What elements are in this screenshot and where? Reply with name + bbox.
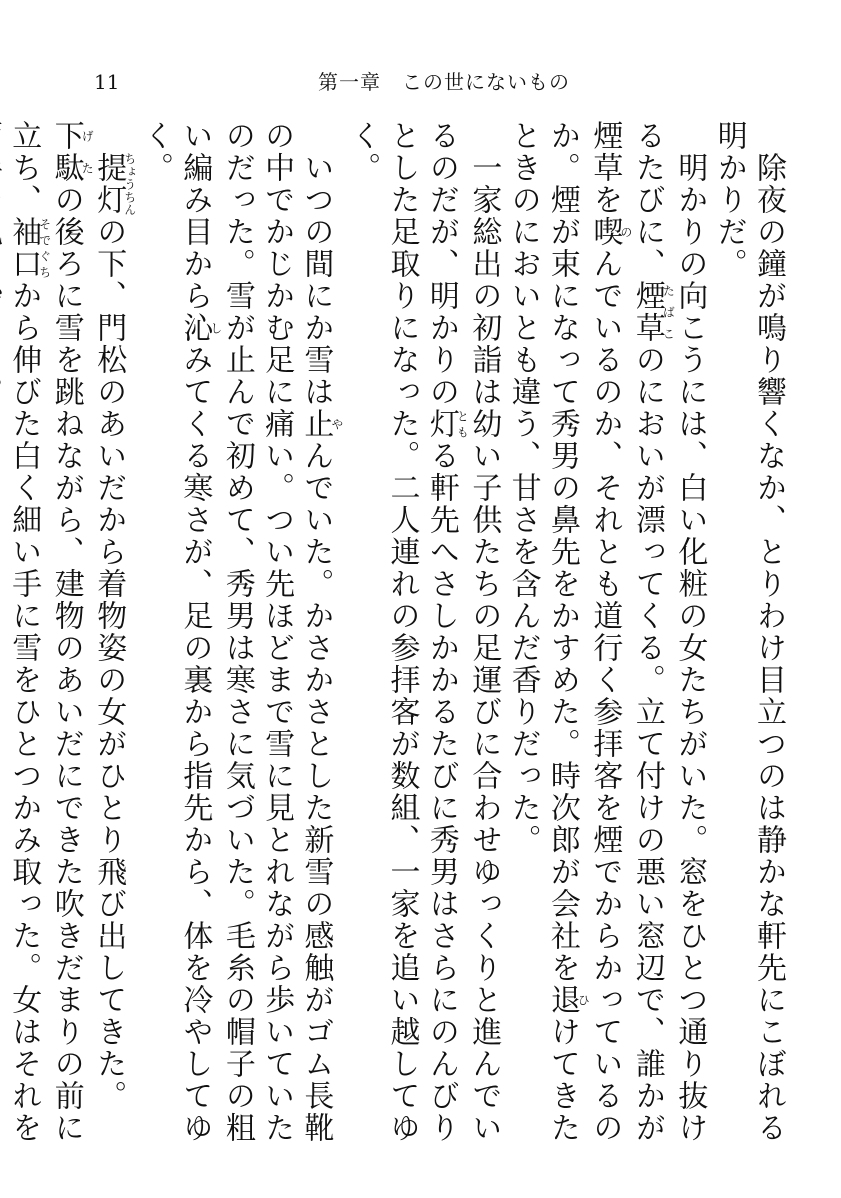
ruby-reading: そでぐち	[37, 216, 52, 280]
ruby-annotation: 下駄げた	[48, 120, 95, 184]
page-number: 11	[94, 70, 120, 94]
ruby-annotation: 煙草たばこ	[629, 280, 676, 344]
text-run: の後ろに雪を跳ねながら、建物のあいだにできた吹きだまりの前に立ち、	[6, 120, 84, 1144]
ruby-annotation: 提灯ちょうちん	[91, 152, 137, 216]
ruby-annotation: 灯とも	[423, 408, 470, 440]
text-run: みてくる寒さが、足の裏から指先から、体を冷やしてゆく。	[138, 120, 213, 1144]
paragraph-1	[709, 120, 788, 1145]
text-run: 除夜の鐘が鳴り響くなか、とりわけ目立つのは静かな軒先にこぼれる明かりだ。	[711, 120, 786, 1144]
text-run: んでいた。かさかさとした新雪の感触がゴム長靴の中でかじかむ足に痛い。つい先ほどまで雪に見とれながら歩いていたのだった。雪が止んで初めて、秀男は寒さに気づいた。毛糸の帽子の粗い編み目から	[177, 120, 334, 1144]
text-run: 一家総出の初詣は幼い子供たちの足運びに合わせゆっくりと進んでいるのだが、明かりの	[423, 120, 502, 1144]
text-run: のにおいが漂ってくる。立て付けの悪い窓辺で、誰かが煙草を	[587, 120, 665, 1144]
ruby-reading: ちょうちん	[122, 152, 137, 216]
ruby-reading: げた	[80, 120, 95, 184]
text-run: の下、門松のあいだから着物姿の女がひとり飛び出してきた。	[91, 216, 127, 1112]
ruby-reading: ひ	[576, 984, 591, 1016]
ruby-reading: し	[208, 312, 223, 344]
text-run: から伸びた白く細い手に雪をひとつかみ取った。女はそれを	[6, 280, 42, 1144]
paragraph-3	[343, 120, 503, 1145]
paragraph-2	[503, 120, 709, 1145]
ruby-reading: の	[618, 216, 633, 248]
ruby-annotation: 沁し	[177, 312, 223, 344]
text-run: 明かりの向こうには、白い化粧の女たちがいた。窓をひとつ通り抜けるたびに、	[629, 120, 708, 1144]
vertical-body-text	[6, 120, 788, 1145]
text-run: る軒先へさしかかるたびに秀男はさらにのんびりとした足取りになった。二人連れの参拝客が数組、一家を追い越してゆく。	[345, 120, 459, 1144]
ruby-reading: たばこ	[661, 280, 676, 344]
ruby-reading: や	[329, 408, 344, 440]
ruby-reading: とも	[455, 408, 470, 440]
paragraph-4	[136, 120, 343, 1145]
ruby-annotation: 袖口そでぐち	[6, 216, 52, 280]
text-run: いつの間にか雪は	[298, 152, 334, 408]
text-run: んでいるのか、それとも道行く参拝客を煙でからかっているのか。煙が束になって秀男の鼻先をかすめた。時次郎が会社を	[544, 120, 623, 1144]
chapter-title: 第一章 この世にないもの	[318, 70, 570, 94]
text-run: けてきたときのにおいとも違う、甘さを含んだ香りだった。	[505, 120, 580, 1144]
ruby-annotation: 止や	[298, 408, 344, 440]
paragraph-5	[0, 120, 136, 1145]
ruby-annotation: 喫の	[587, 216, 633, 248]
ruby-annotation: 退ひ	[544, 984, 591, 1016]
